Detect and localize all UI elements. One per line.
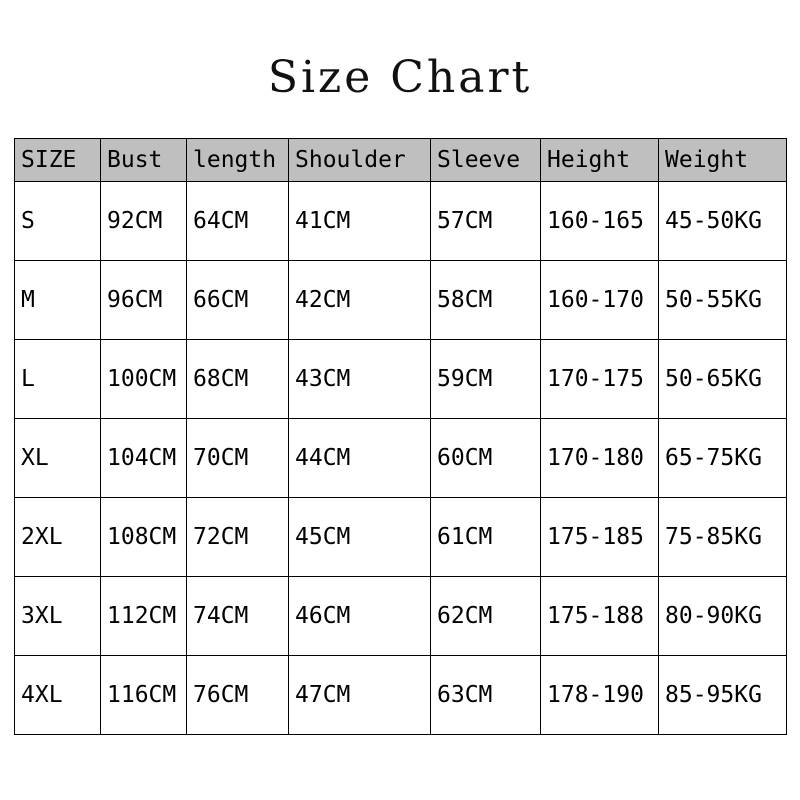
cell-height: 170-180: [541, 419, 659, 498]
column-header-bust: Bust: [101, 139, 187, 182]
cell-size: M: [15, 261, 101, 340]
cell-length: 66CM: [187, 261, 289, 340]
cell-length: 64CM: [187, 182, 289, 261]
cell-weight: 50-55KG: [659, 261, 787, 340]
cell-bust: 96CM: [101, 261, 187, 340]
column-header-weight: Weight: [659, 139, 787, 182]
cell-size: 2XL: [15, 498, 101, 577]
column-header-sleeve: Sleeve: [431, 139, 541, 182]
cell-weight: 85-95KG: [659, 656, 787, 735]
cell-sleeve: 60CM: [431, 419, 541, 498]
cell-height: 170-175: [541, 340, 659, 419]
column-header-height: Height: [541, 139, 659, 182]
cell-length: 72CM: [187, 498, 289, 577]
cell-bust: 104CM: [101, 419, 187, 498]
cell-bust: 108CM: [101, 498, 187, 577]
cell-bust: 116CM: [101, 656, 187, 735]
table-row: [15, 419, 787, 498]
cell-height: 178-190: [541, 656, 659, 735]
cell-bust: 100CM: [101, 340, 187, 419]
cell-bust: 112CM: [101, 577, 187, 656]
cell-sleeve: 63CM: [431, 656, 541, 735]
cell-sleeve: 57CM: [431, 182, 541, 261]
column-header-size: SIZE: [15, 139, 101, 182]
cell-sleeve: 62CM: [431, 577, 541, 656]
cell-size: 3XL: [15, 577, 101, 656]
cell-height: 175-185: [541, 498, 659, 577]
cell-weight: 75-85KG: [659, 498, 787, 577]
table-body: [15, 182, 787, 735]
cell-sleeve: 58CM: [431, 261, 541, 340]
size-table-container: [14, 138, 786, 735]
cell-shoulder: 44CM: [289, 419, 431, 498]
table-row: [15, 340, 787, 419]
table-row: [15, 498, 787, 577]
cell-size: XL: [15, 419, 101, 498]
page-title: Size Chart: [267, 52, 533, 103]
cell-length: 68CM: [187, 340, 289, 419]
cell-length: 70CM: [187, 419, 289, 498]
cell-shoulder: 42CM: [289, 261, 431, 340]
cell-sleeve: 59CM: [431, 340, 541, 419]
cell-height: 175-188: [541, 577, 659, 656]
cell-shoulder: 41CM: [289, 182, 431, 261]
table-header: [15, 139, 787, 182]
cell-size: S: [15, 182, 101, 261]
cell-bust: 92CM: [101, 182, 187, 261]
column-header-length: length: [187, 139, 289, 182]
table-header-row: [15, 139, 787, 182]
cell-shoulder: 46CM: [289, 577, 431, 656]
table-row: [15, 577, 787, 656]
column-header-shoulder: Shoulder: [289, 139, 431, 182]
cell-size: L: [15, 340, 101, 419]
cell-height: 160-170: [541, 261, 659, 340]
cell-shoulder: 47CM: [289, 656, 431, 735]
cell-weight: 65-75KG: [659, 419, 787, 498]
cell-weight: 45-50KG: [659, 182, 787, 261]
cell-length: 76CM: [187, 656, 289, 735]
cell-height: 160-165: [541, 182, 659, 261]
size-table: [14, 138, 787, 735]
table-row: [15, 656, 787, 735]
cell-shoulder: 45CM: [289, 498, 431, 577]
cell-sleeve: 61CM: [431, 498, 541, 577]
cell-size: 4XL: [15, 656, 101, 735]
cell-shoulder: 43CM: [289, 340, 431, 419]
cell-length: 74CM: [187, 577, 289, 656]
table-row: [15, 182, 787, 261]
cell-weight: 50-65KG: [659, 340, 787, 419]
cell-weight: 80-90KG: [659, 577, 787, 656]
table-row: [15, 261, 787, 340]
